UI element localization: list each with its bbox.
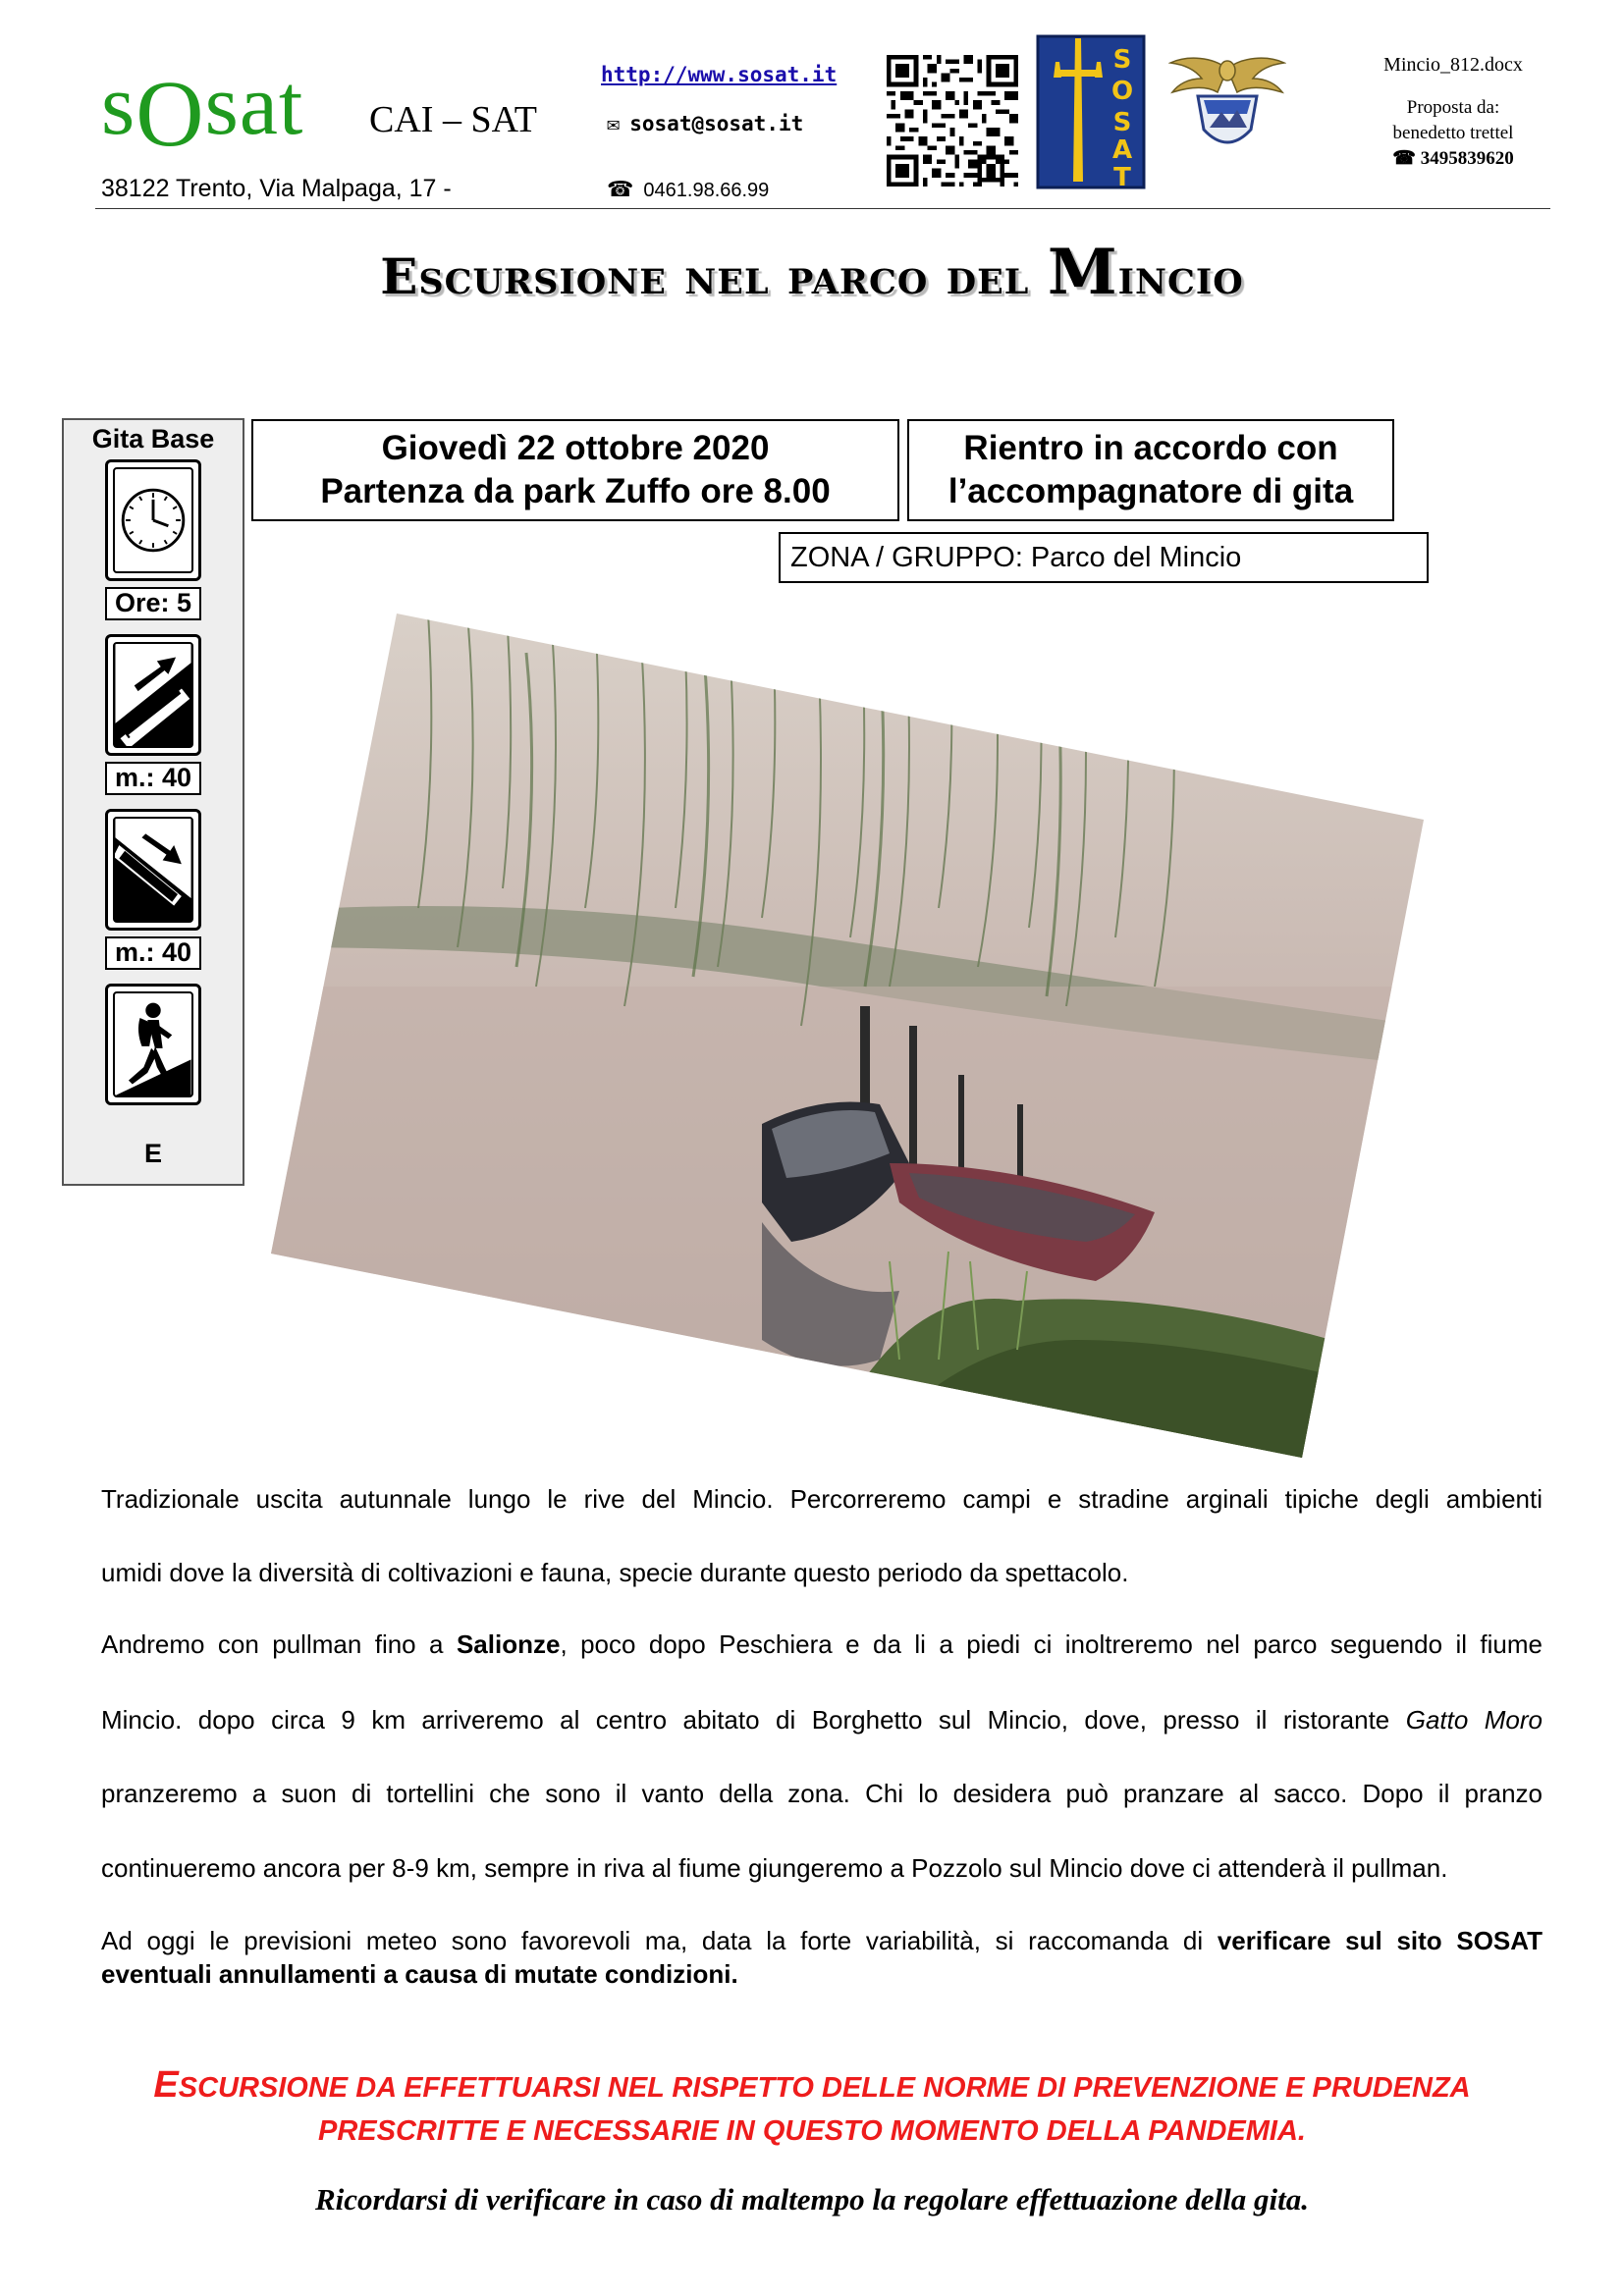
date-line: Giovedì 22 ottobre 2020	[381, 429, 770, 467]
document-filename: Mincio_812.docx	[1383, 54, 1523, 76]
return-line: Rientro in accordo con	[963, 429, 1338, 467]
trip-level-label: Gita Base	[91, 424, 215, 454]
hiker-icon	[105, 984, 201, 1105]
zone-text: ZONA / GRUPPO: Parco del Mincio	[790, 542, 1242, 573]
return-box	[907, 419, 1394, 521]
ascent-icon	[105, 634, 201, 756]
logo-s: s	[101, 58, 136, 153]
title-part: Escursione nel parco del	[380, 247, 1048, 305]
pandemic-warning-line2: PRESCRITTE E NECESSARIE IN QUESTO MOMENTO DELLA PANDEMIA.	[318, 2115, 1306, 2147]
emblem-letter: T	[1113, 163, 1131, 189]
ascent-label: m.: 40	[105, 762, 201, 795]
website-link[interactable]: http://www.sosat.it	[601, 63, 838, 86]
bold-text: verificare sul sito SOSAT	[1217, 1926, 1543, 1955]
cai-eagle-emblem-icon	[1168, 49, 1286, 159]
warning-capital: E	[153, 2064, 179, 2106]
descent-label: m.: 40	[105, 936, 201, 970]
phone-icon: ☎	[1392, 148, 1416, 169]
envelope-icon: ✉	[607, 112, 621, 136]
emblem-letter: S	[1112, 45, 1132, 75]
qr-code-icon	[887, 55, 1018, 187]
phone-icon: ☎	[607, 177, 634, 201]
phone-text: 0461.98.66.99	[643, 180, 770, 201]
logo-rest: sat	[204, 58, 304, 153]
text-run: Andremo con pullman fino a	[101, 1629, 457, 1659]
paragraph-line: umidi dove la diversità di coltivazioni e fauna, specie durante questo periodo da spettacolo.	[101, 1558, 1129, 1587]
zone-box	[779, 532, 1429, 583]
descent-icon	[105, 809, 201, 931]
title-part: incio	[1117, 247, 1244, 305]
hours-label: Ore: 5	[105, 587, 201, 620]
trip-info-column	[62, 418, 244, 1186]
proposal-label: Proposta da:	[1406, 97, 1500, 118]
proposer-phone: 3495839620	[1420, 148, 1514, 169]
email-text: sosat@sosat.it	[629, 112, 804, 135]
return-line: l’accompagnatore di gita	[947, 472, 1354, 510]
paragraph-line: continueremo ancora per 8-9 km, sempre in riva al fiume giungeremo a Pozzolo sul Mincio dove ci attenderà il pullman.	[101, 1853, 1448, 1883]
warning-text: SCURSIONE DA EFFETTUARSI NEL RISPETTO DELLE NORME DI PREVENZIONE E PRUDENZA	[178, 2072, 1471, 2104]
sosat-logo	[101, 55, 304, 166]
page-title	[0, 236, 1624, 309]
proposer-name: benedetto trettel	[1392, 123, 1514, 143]
org-name: CAI – SAT	[369, 99, 538, 140]
logo-o: O	[135, 61, 205, 166]
paragraph-line: eventuali annullamenti a causa di mutate condizioni.	[101, 1959, 738, 1989]
place-name: Salionze	[456, 1629, 561, 1659]
emblem-letter: O	[1110, 77, 1134, 106]
pandemic-warning	[0, 2065, 1624, 2108]
address: 38122 Trento, Via Malpaga, 17 -	[101, 175, 452, 202]
text-run: , poco dopo Peschiera e da li a piedi ci inoltreremo nel parco seguendo il fiume	[560, 1629, 1543, 1659]
paragraph-line	[101, 1629, 1543, 1660]
river-boats-photo	[271, 614, 1424, 1458]
weather-reminder: Ricordarsi di verificare in caso di maltempo la regolare effettuazione della gita.	[314, 2182, 1309, 2216]
clock-icon	[105, 459, 201, 581]
paragraph-line	[101, 1926, 1543, 1956]
paragraph-line	[101, 1705, 1543, 1735]
text-run: Ad oggi le previsioni meteo sono favorevoli ma, data la forte variabilità, si raccomanda di	[101, 1926, 1218, 1955]
departure-line: Partenza da park Zuffo ore 8.00	[320, 472, 831, 510]
header-divider	[95, 208, 1550, 209]
sosat-emblem-icon	[1036, 34, 1146, 189]
proposer-phone-line	[1363, 146, 1543, 172]
paragraph-line: Tradizionale uscita autunnale lungo le rive del Mincio. Percorreremo campi e stradine arginali tipiche degli ambienti	[101, 1484, 1543, 1514]
phone-line	[607, 177, 769, 202]
paragraph-line: pranzeremo a suon di tortellini che sono il vanto della zona. Chi lo desidera può pranzare al sacco. Dopo il pranzo	[101, 1779, 1543, 1808]
difficulty-label: E	[143, 1139, 162, 1168]
text-run: Mincio. dopo circa 9 km arriveremo al centro abitato di Borghetto sul Mincio, dove, presso il ristorante	[101, 1705, 1406, 1735]
email-line[interactable]	[607, 112, 803, 136]
restaurant-name: Gatto Moro	[1405, 1705, 1543, 1735]
emblem-letter: S	[1112, 108, 1132, 137]
emblem-letter: A	[1111, 135, 1133, 165]
date-box	[251, 419, 899, 521]
proposal-block	[1363, 95, 1543, 172]
title-capital: M	[1047, 236, 1118, 309]
